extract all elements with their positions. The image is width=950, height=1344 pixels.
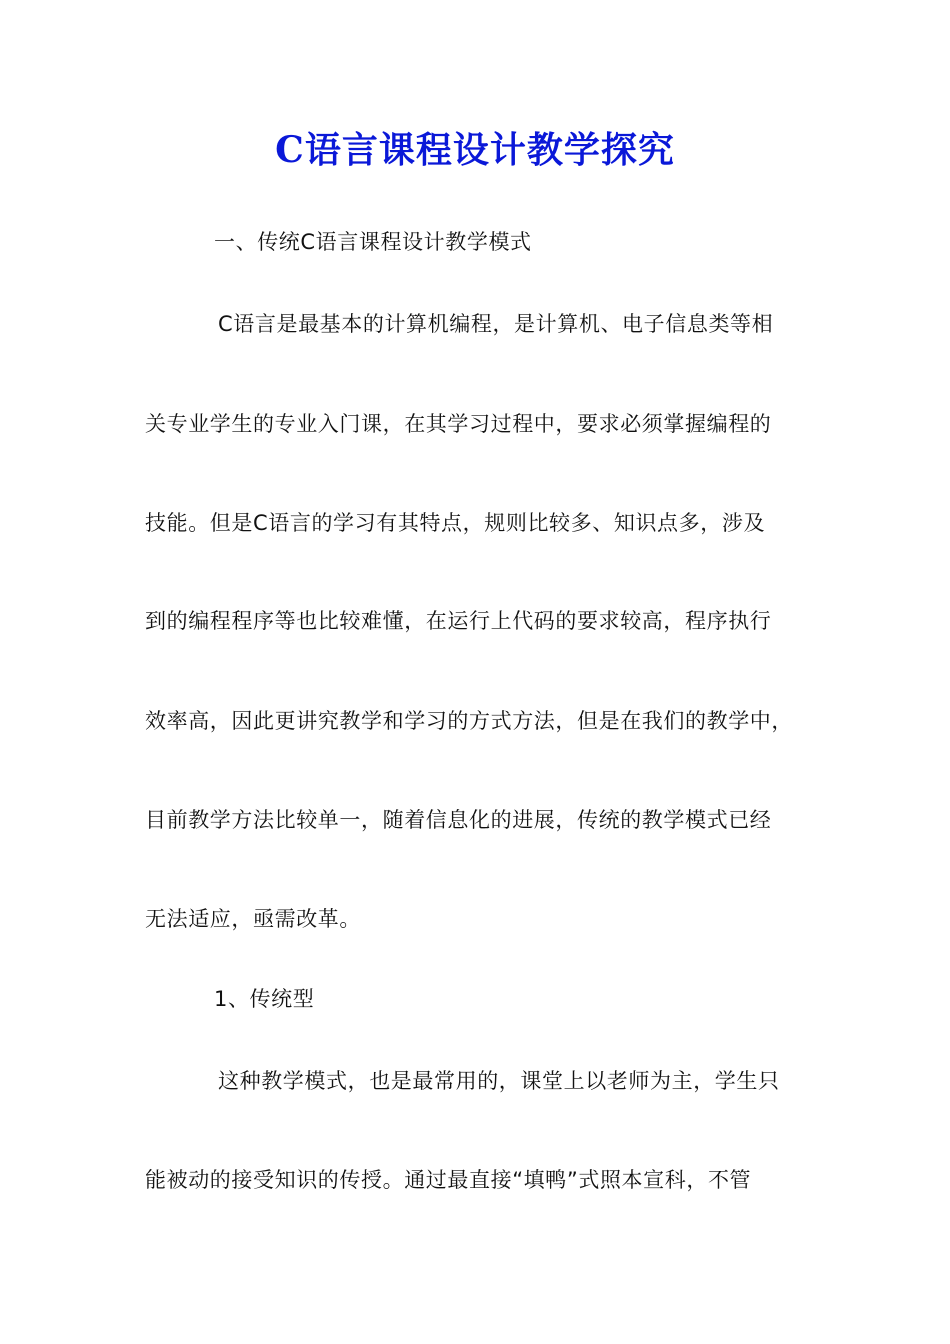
paragraph-line: 目前教学方法比较单一，随着信息化的进展，传统的教学模式已经 [145,808,772,832]
paragraph-line: 无法适应，亟需改革。 [145,907,361,931]
paragraph-line: 能被动的接受知识的传授。通过最直接“填鸭”式照本宣科，不管 [145,1168,752,1192]
paragraph-line: 技能。但是C语言的学习有其特点，规则比较多、知识点多，涉及 [145,511,766,535]
paragraph-line: 关专业学生的专业入门课，在其学习过程中，要求必须掌握编程的 [145,412,772,436]
paragraph-line: C语言是最基本的计算机编程，是计算机、电子信息类等相 [218,312,774,336]
document-title: C语言课程设计教学探究 [275,129,675,171]
paragraph-line: 这种教学模式，也是最常用的，课堂上以老师为主，学生只 [218,1069,780,1093]
subsection-heading: 1、传统型 [214,987,315,1011]
paragraph-line: 到的编程程序等也比较难懂，在运行上代码的要求较高，程序执行 [145,609,772,633]
paragraph-line: 效率高，因此更讲究教学和学习的方式方法，但是在我们的教学中， [145,709,793,733]
section-heading: 一、传统C语言课程设计教学模式 [214,230,532,254]
